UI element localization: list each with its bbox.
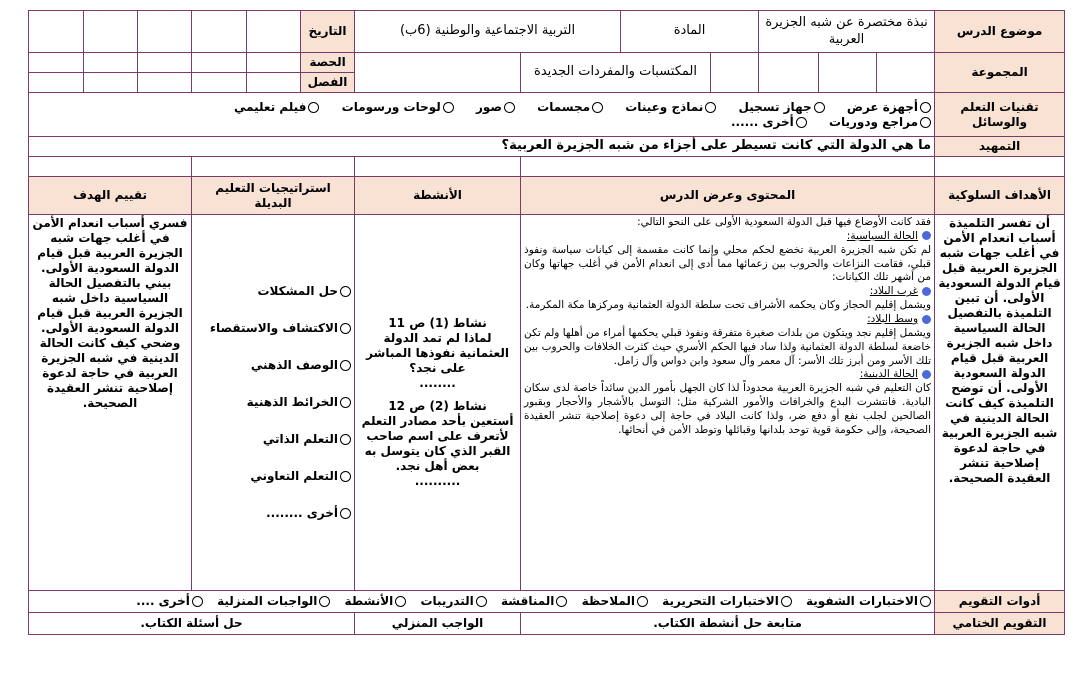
period-cell-5[interactable] [29,53,84,73]
strategy-item[interactable]: حل المشكلات [195,284,351,299]
date-cell-3[interactable] [138,11,192,53]
tool-item[interactable]: الاختبارات الشفوية [806,594,931,609]
activities-header: الأنشطة [355,177,521,215]
political-text: لم تكن شبه الجزيرة العربية تخضع لحكم محلي وإنما كانت مقسمة إلى كيانات سياسة ونفوذ قبلي، فقامت النزاعات والحروب بين زعمائها مما أدى إلى انعدام الأمن في أغلب جهاتها وكان من أشهر تلك الكيانات: [524,243,932,284]
empty-cell [29,157,192,177]
bullet-icon [922,287,931,296]
objectives-header: الأهداف السلوكية [935,177,1065,215]
strategy-item[interactable]: الخرائط الذهنية [195,395,351,410]
date-cell-5[interactable] [29,11,84,53]
period-cell-1[interactable] [247,53,301,73]
resources-label: تقنيات التعلم والوسائل [935,93,1065,137]
radio-circle-icon [340,323,351,334]
activities-cell [355,215,521,591]
radio-circle-icon [637,596,648,607]
group-cell-2[interactable] [819,53,877,93]
period-cell-2[interactable] [192,53,247,73]
tool-item[interactable]: الواجبات المنزلية [217,594,330,609]
vocab-value[interactable] [355,53,521,93]
radio-circle-icon [814,102,825,113]
group-cell-3[interactable] [759,53,819,93]
objectives-cell: أن تفسر التلميذة أسباب انعدام الأمن في أغلب جهات شبه الجزيرة العربية قبل قيام الدولة السعودية الأولى. أن تبين التلميذة بالتفصيل الحالة السياسية داخل شبه الجزيرة العربية قبل قيام الدولة السعودية الأولى. أن توضح التلميذة كيف كانت الحالة الدينية في شبه الجزيرة العربية في حاجة لدعوة إصلاحية تنشر العقيدة الصحيحة. [935,215,1065,591]
empty-cell [935,157,1065,177]
radio-circle-icon [705,102,716,113]
radio-circle-icon [920,102,931,113]
radio-circle-icon [592,102,603,113]
radio-circle-icon [340,286,351,297]
final-label: التقويم الختامي [935,613,1065,635]
center-text: ويشمل إقليم نجد ويتكون من بلدات صغيرة متفرقة ونفوذ قبلي يحكمها أمراء من أهلها ولم تكن خاضعة لسلطة الدولة العثمانية ولذا ساد فيها الحكم الأسري حيث كثرت الخلافات والحروب بين تلك الأسر ومن أبرز تلك الأسر: آل معمر وآل سعود وابن دواس وآل زامل. [524,326,932,367]
radio-circle-icon [781,596,792,607]
evaluation-cell: فسري أسباب انعدام الأمن في أغلب جهات شبه الجزيرة العربية قبل قيام الدولة السعودية الأولى. بيني بالتفصيل الحالة السياسية داخل شبه الجزيرة العربية قبل قيام الدولة السعودية الأولى. وضحي كيف كانت الحالة الدينية في شبه الجزيرة العربية في حاجة لدعوة إصلاحية تنشر العقيدة الصحيحة. [29,215,192,591]
radio-circle-icon [443,102,454,113]
resource-item[interactable]: مجسمات [537,100,603,115]
bullet-icon [922,315,931,324]
religious-text: كان التعليم في شبه الجزيرة العربية محدوداً لذا كان الجهل بأمور الدين سائداً خاصة لدى سكان البادية. فانتشرت البدع والخرافات والأمور الشركية مثل: التوسل بالأشجار والأحجار وبقبور الصالحين لجلب نفع أو دفع ضر، ولذا كانت البلاد في حاجة إلى دعوة إصلاحية تنشر العقيدة الصحيحة، وإلى حكومة قوية توحد بلدانها وقبائلها وتوطد الأمن في أنحائها. [524,382,932,436]
strategy-item[interactable]: الاكتشاف والاستقصاء [195,321,351,336]
empty-cell [355,157,521,177]
period-label: الحصة [301,53,355,73]
topic-value: نبذة مختصرة عن شبه الجزيرة العربية [759,11,935,53]
vocab-label: المكتسبات والمفردات الجديدة [521,53,711,93]
radio-circle-icon [504,102,515,113]
radio-circle-icon [920,596,931,607]
empty-cell [192,157,355,177]
activity-1-title: نشاط (1) ص 11 [388,316,487,330]
subject-value: التربية الاجتماعية والوطنية (6ب) [355,11,621,53]
bullet-icon [922,370,931,379]
resource-item[interactable]: نماذج وعينات [625,100,716,115]
homework-label: الواجب المنزلي [355,613,521,635]
radio-circle-icon [319,596,330,607]
resource-item[interactable]: صور [476,100,515,115]
strategies-cell [192,215,355,591]
homework-value: حل أسئلة الكتاب. [29,613,355,635]
resource-item[interactable]: أخرى ...... [731,115,807,130]
resource-item[interactable]: أجهزة عرض [847,100,931,115]
intro-label: التمهيد [935,137,1065,157]
strategy-item[interactable]: الوصف الذهني [195,358,351,373]
tool-item[interactable]: الاختبارات التحريرية [662,594,792,609]
resource-item[interactable]: لوحات ورسومات [342,100,454,115]
center-title: وسط البلاد: [867,313,919,326]
class-cell-4[interactable] [84,73,138,93]
content-header: المحتوى وعرض الدرس [521,177,935,215]
radio-circle-icon [192,596,203,607]
radio-circle-icon [796,117,807,128]
resources-list [29,93,935,137]
group-cell-4[interactable] [711,53,759,93]
tool-item[interactable]: الملاحظة [582,594,648,609]
group-label: المجموعة [935,53,1065,93]
radio-circle-icon [920,117,931,128]
period-cell-3[interactable] [138,53,192,73]
bullet-icon [922,231,931,240]
activity-2-dots: .......... [414,474,461,488]
subject-label: المادة [621,11,759,53]
strategy-item[interactable]: أخرى ........ [195,506,351,521]
lesson-plan-table [28,10,1065,635]
activity-2-title: نشاط (2) ص 12 [388,399,487,413]
political-title: الحالة السياسية: [846,229,919,242]
class-cell-1[interactable] [247,73,301,93]
group-cell-1[interactable] [877,53,935,93]
strategy-item[interactable]: التعلم الذاتي [195,432,351,447]
date-cell-1[interactable] [247,11,301,53]
strategies-header: استراتيجيات التعليم البديلة [192,177,355,215]
date-cell-4[interactable] [84,11,138,53]
radio-circle-icon [340,471,351,482]
radio-circle-icon [308,102,319,113]
activity-1-text: لماذا لم تمد الدولة العثمانية نفوذها المباشر على نجد؟ [366,331,509,375]
content-cell [521,215,935,591]
radio-circle-icon [476,596,487,607]
evaluation-header: تقييم الهدف [29,177,192,215]
strategy-item[interactable]: التعلم التعاوني [195,469,351,484]
tool-item[interactable]: الأنشطة [345,594,407,609]
west-text: ويشمل إقليم الحجاز وكان يحكمه الأشراف تحت سلطة الدولة العثمانية ومركزها مكة المكرمة. [525,299,932,312]
tool-item[interactable]: أخرى .... [136,594,203,609]
class-cell-5[interactable] [29,73,84,93]
radio-circle-icon [340,360,351,371]
activity-2-text: أستعين بأحد مصادر التعلم لأتعرف على اسم صاحب القبر الذي كان يتوسل به بعض أهل نجد. [361,414,514,473]
class-label: الفصل [301,73,355,93]
activity-1-dots: ........ [419,376,456,390]
religious-title: الحالة الدينية: [859,368,919,381]
resource-item[interactable]: جهاز تسجيل [739,100,825,115]
topic-label: موضوع الدرس [935,11,1065,53]
period-cell-4[interactable] [84,53,138,73]
tool-item[interactable]: التدريبات [420,594,486,609]
tool-item[interactable]: المناقشة [501,594,567,609]
radio-circle-icon [340,397,351,408]
radio-circle-icon [340,434,351,445]
radio-circle-icon [340,508,351,519]
class-cell-2[interactable] [192,73,247,93]
date-label: التاريخ [301,11,355,53]
tools-list [29,591,935,613]
final-value: متابعة حل أنشطة الكتاب. [521,613,935,635]
empty-cell [521,157,935,177]
radio-circle-icon [556,596,567,607]
class-cell-3[interactable] [138,73,192,93]
content-intro: فقد كانت الأوضاع فيها قبل الدولة السعودية الأولى على النحو التالي: [637,216,932,228]
resource-item[interactable]: فيلم تعليمي [234,100,320,115]
radio-circle-icon [395,596,406,607]
west-title: غرب البلاد: [869,285,919,298]
intro-question: ما هي الدولة التي كانت تسيطر على أجزاء من شبه الجزيرة العربية؟ [29,137,935,157]
lesson-plan-sheet [28,10,1064,662]
date-cell-2[interactable] [192,11,247,53]
resource-item[interactable]: مراجع ودوريات [829,115,931,130]
tools-label: أدوات التقويم [935,591,1065,613]
